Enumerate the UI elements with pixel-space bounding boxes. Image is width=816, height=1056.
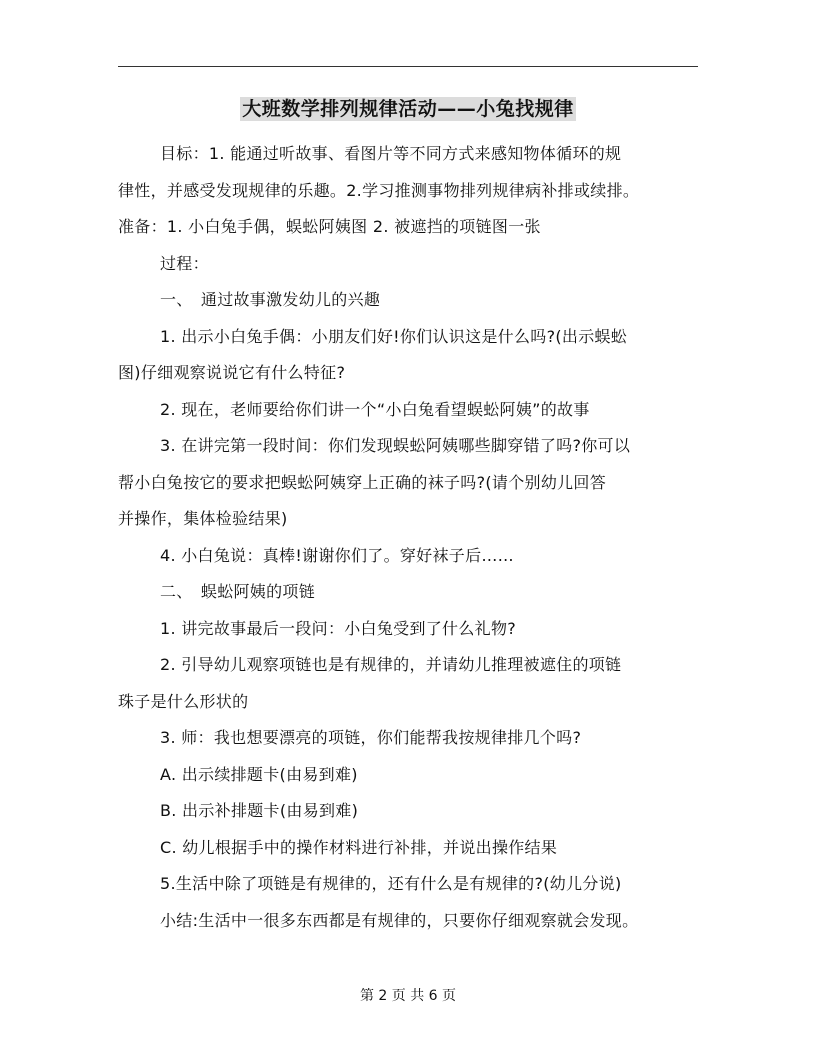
step-2-line: 2. 现在，老师要给你们讲一个“小白兔看望蜈蚣阿姨”的故事 <box>160 399 590 419</box>
option-c-line: C. 幼儿根据手中的操作材料进行补排，并说出操作结果 <box>160 837 558 857</box>
section-two-step-2-line-2: 珠子是什么形状的 <box>118 691 249 711</box>
option-b-line: B. 出示补排题卡(由易到难) <box>160 801 359 820</box>
step-1-line-1: 1. 出示小白兔手偶：小朋友们好!你们认识这是什么吗?(出示蜈蚣 <box>160 326 628 346</box>
section-two-step-1: 1. 讲完故事最后一段问：小白兔受到了什么礼物? <box>160 618 517 638</box>
section-two-heading: 二、 蜈蚣阿姨的项链 <box>160 582 316 601</box>
goal-line-1: 目标：1. 能通过听故事、看图片等不同方式来感知物体循环的规 <box>160 144 622 163</box>
process-heading: 过程： <box>160 253 209 273</box>
section-two-step-3: 3. 师：我也想要漂亮的项链，你们能帮我按规律排几个吗? <box>160 728 582 747</box>
option-a-line: A. 出示续排题卡(由易到难) <box>160 764 358 784</box>
step-3-line-1: 3. 在讲完第一段时间：你们发现蜈蚣阿姨哪些脚穿错了吗?你可以 <box>160 436 631 455</box>
goal-line-2: 律性，并感受发现规律的乐趣。2.学习推测事物排列规律病补排或续排。 <box>118 180 640 200</box>
step-1-line-2: 图)仔细观察说说它有什么特征? <box>118 363 346 382</box>
title-text: 大班数学排列规律活动——小兔找规律 <box>242 98 574 120</box>
summary-line: 小结:生活中一很多东西都是有规律的，只要你仔细观察就会发现。 <box>160 910 639 930</box>
section-one-heading: 一、 通过故事激发幼儿的兴趣 <box>160 290 381 309</box>
document-body <box>118 136 700 939</box>
preparation-line: 准备：1. 小白兔手偶，蜈蚣阿姨图 2. 被遮挡的项链图一张 <box>118 217 541 236</box>
step-3-line-3: 并操作，集体检验结果) <box>118 509 288 528</box>
header-rule <box>118 66 698 67</box>
step-5-line: 5.生活中除了项链是有规律的，还有什么是有规律的?(幼儿分说) <box>160 874 622 893</box>
step-4-line: 4. 小白兔说：真棒!谢谢你们了。穿好袜子后…… <box>160 545 514 565</box>
step-3-line-2: 帮小白兔按它的要求把蜈蚣阿姨穿上正确的袜子吗?(请个别幼儿回答 <box>118 472 607 492</box>
section-two-step-2-line-1: 2. 引导幼儿观察项链也是有规律的，并请幼儿推理被遮住的项链 <box>160 655 622 674</box>
page-footer: 第 2 页 共 6 页 <box>359 988 457 1004</box>
document-title <box>0 96 816 122</box>
